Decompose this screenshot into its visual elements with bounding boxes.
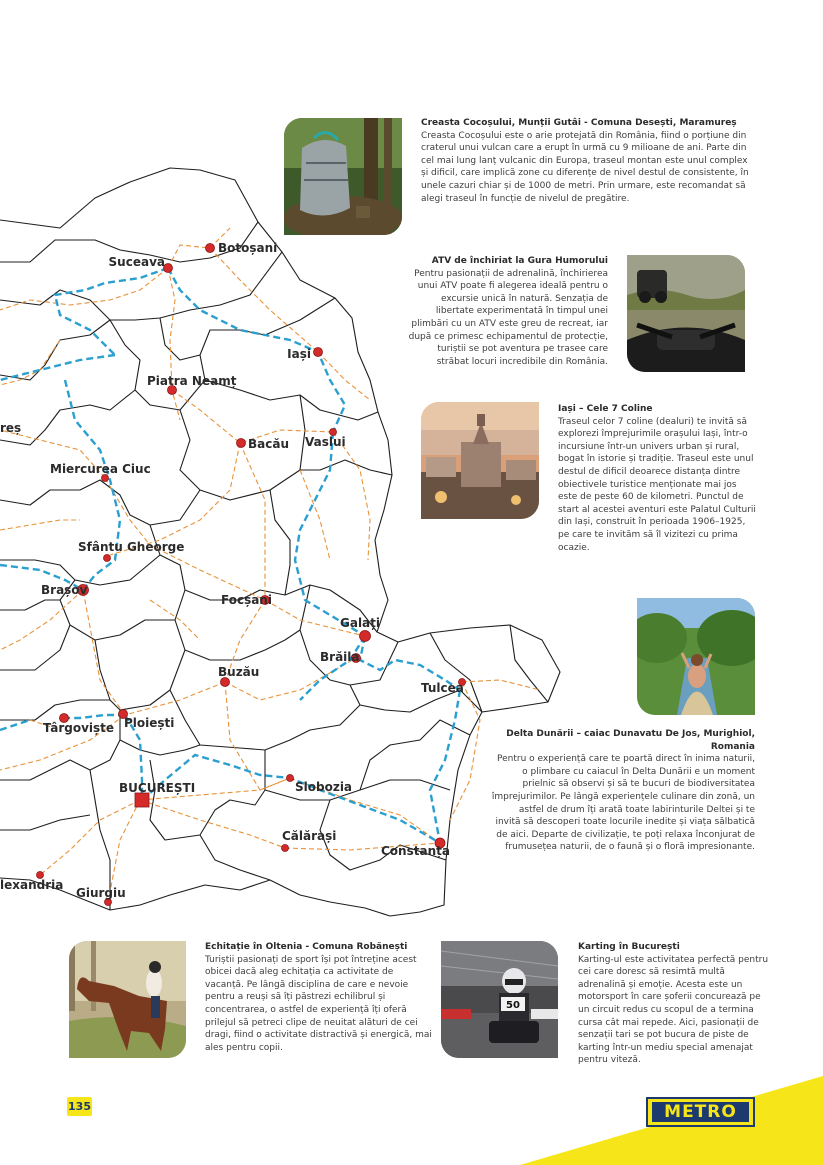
photo-delta-kayak — [637, 598, 755, 715]
metro-logo-text: METRO — [652, 1102, 749, 1122]
attraction-title: Delta Dunării – caiac Dunavatu De Jos, Murighiol, Romania — [506, 729, 755, 752]
city-marker-botosani — [206, 244, 215, 253]
attraction-title: Iași – Cele 7 Coline — [558, 404, 653, 414]
attraction-delta — [491, 728, 755, 854]
attraction-title: Karting în București — [578, 942, 680, 952]
attraction-atv — [405, 255, 608, 368]
attraction-description: Pentru pasionații de adrenalină, închirierea unui ATV poate fi alegerea ideală pentru o excursie unică în natură. Senzația de libertate experimentată în timpul unei plimbări cu un ATV este greu de recreat, iar după ce primesc echipamentul de protecție, turiștii se pot aventura pe trasee care străbat locuri incredibile din România. — [408, 268, 608, 367]
city-label-slobozia: Slobozia — [295, 780, 353, 794]
city-label-focsani: Focșani — [221, 593, 272, 607]
city-label-sfantu-gheorghe: Sfântu Gheorge — [78, 540, 185, 554]
city-marker-bacau — [237, 439, 246, 448]
photo-iasi-palace — [421, 402, 539, 519]
city-label-brasov: Brașov — [41, 583, 88, 597]
city-label-iasi: Iași — [287, 347, 311, 361]
city-label-piatra-neamt: Piatra Neamț — [147, 374, 237, 388]
city-marker-galati — [360, 631, 371, 642]
city-label-suceava: Suceava — [108, 255, 165, 269]
city-label-calarasi: Călărași — [282, 829, 337, 843]
attraction-cocosului — [421, 117, 751, 205]
attraction-karting — [578, 941, 770, 1067]
kart-number: 50 — [506, 1000, 520, 1011]
page-number: 135 — [67, 1097, 92, 1116]
city-label-alexandria: lexandria — [0, 878, 64, 892]
attraction-iasi — [558, 403, 758, 554]
city-label-braila: Brăila — [320, 650, 360, 664]
city-label-mures: reș — [0, 421, 22, 435]
city-marker-slobozia — [287, 775, 294, 782]
attraction-title: ATV de închiriat la Gura Humorului — [431, 256, 608, 266]
city-label-vaslui: Vaslui — [305, 435, 346, 449]
city-label-tulcea: Tulcea — [421, 681, 464, 695]
photo-karting — [441, 941, 558, 1058]
city-label-bacau: Bacău — [248, 437, 289, 451]
attraction-title: Creasta Cocoșului, Munții Gutâi - Comuna Desești, Maramureș — [421, 118, 737, 128]
attraction-echitatie — [205, 941, 433, 1054]
photo-horse-riding — [69, 941, 186, 1058]
city-label-constanta: Constanța — [381, 844, 450, 858]
city-label-buzau: Buzău — [218, 665, 260, 679]
attraction-description: Karting-ul este activitatea perfectă pentru cei care doresc să resimtă multă adrenalină și emoție. Acesta este un motorsport în care șoferii concurează pe un circuit redus cu scopul de a termina cursa cât mai repede. Aici, pasionații de senzații tari se pot bucura de piste de karting într-un mediu special amenajat pentru viteză. — [578, 954, 769, 1066]
attraction-description: Turiștii pasionați de sport își pot întreține acest obicei dacă aleg echitația ca activitate de vacanță. Pe lângă disciplina de care e nevoie pentru a reuși să îți păstrezi echilibrul și concentrarea, o astfel de experiență îți oferă prilejul să petreci clipe de neuitat alături de cei dragi, fiind o activitate distractivă și energică, mai ales pentru copii. — [205, 954, 432, 1053]
attraction-title: Echitație în Oltenia - Comuna Robănești — [205, 942, 408, 952]
city-label-ploiesti: Ploiești — [124, 716, 175, 730]
attraction-description: Traseul celor 7 coline (dealuri) te invită să explorezi împrejurimile orașului Iași, într-o incursiune într-un univers urban și rural, bogat în istorie și tradiție. Traseul este unul destul de dificil deoarece distanța dintre obiectivele turistice menționate mai jos este de peste 60 de kilometri. Punctul de start al acestei aventuri este Palatul Culturii din Iași, construit în perioada 1906–1925, pe care te invităm să îl vizitezi cu prima ocazie. — [558, 416, 756, 553]
city-marker-iasi — [314, 348, 323, 357]
attraction-description: Pentru o experiență care te poartă direct în inima naturii, o plimbare cu caiacul în Delta Dunării e un moment prielnic să observi și să te bucuri de biodiversitatea împrejurimilor. Pe lângă experiențele culinare din zonă, un astfel de drum îți arată toate labirinturile Deltei și te invită să descoperi toate locurile inedite și viața sălbatică de aici. Departe de civilizație, te poți relaxa înconjurat de frumusețea naturii, de o faună și o floră impresionante. — [491, 754, 755, 853]
city-label-giurgiu: Giurgiu — [76, 886, 126, 900]
attraction-description: Creasta Cocoșului este o arie protejată din România, fiind o porțiune din craterul unui vulcan care a erupt în urmă cu 9 milioane de ani. Parte din cel mai lung lanț vulcanic din Europa, traseul montan este unul complex și dificil, care implică zone cu diferențe de nivel destul de consistente, în unele cazuri chiar și de 1000 de metri. Prin urmare, este recomandat să alegi traseul în funcție de nivelul de pregătire. — [421, 130, 749, 204]
city-label-miercurea-ciuc: Miercurea Ciuc — [50, 462, 151, 476]
city-label-bucuresti: BUCUREȘTI — [119, 781, 196, 795]
city-marker-calarasi — [282, 845, 289, 852]
photo-backpack-forest — [284, 118, 402, 235]
city-label-galati: Galați — [340, 616, 381, 630]
city-marker-bucuresti — [135, 793, 149, 807]
city-marker-sfantu-gheorghe — [104, 555, 111, 562]
city-label-targoviste: Târgoviște — [43, 721, 115, 735]
metro-logo — [646, 1097, 755, 1127]
city-label-botosani: Botoșani — [218, 241, 278, 255]
photo-atv — [627, 255, 745, 372]
